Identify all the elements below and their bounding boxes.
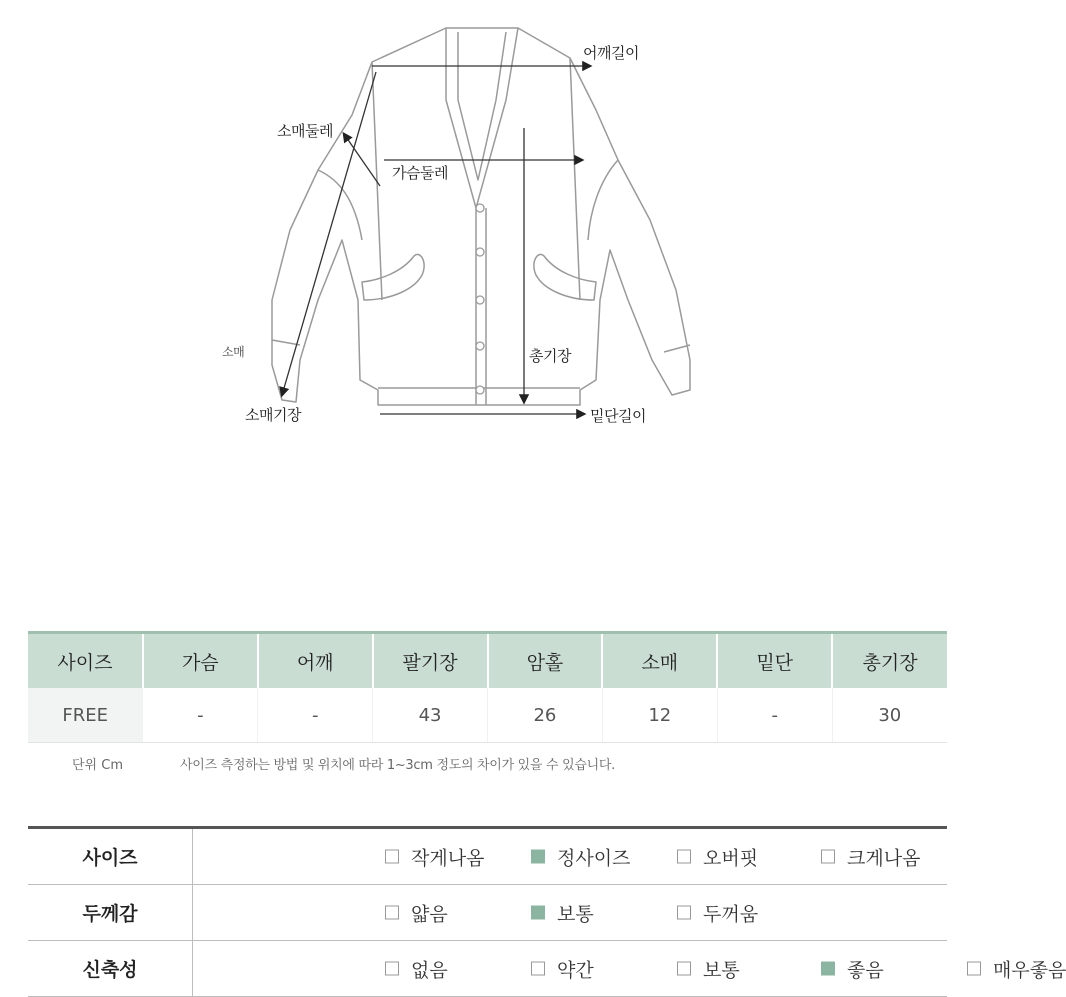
fit-row-size	[28, 828, 947, 885]
fit-row-stretch	[28, 941, 947, 997]
label-shoulder: 어깨길이	[583, 44, 639, 62]
button-3	[476, 296, 484, 304]
checkbox-icon[interactable]	[385, 962, 399, 976]
option-slight-stretch[interactable]	[531, 955, 594, 982]
option-label: 좋음	[847, 959, 884, 981]
fit-label-thickness: 두께감	[28, 885, 193, 941]
size-table-header-row	[28, 633, 947, 689]
fit-label-stretch: 신축성	[28, 941, 193, 997]
fit-table	[28, 826, 1066, 997]
header-armhole: 암홀	[488, 633, 603, 689]
button-4	[476, 342, 484, 350]
option-label: 크게나옴	[847, 847, 921, 869]
option-thin[interactable]	[385, 899, 448, 926]
cell-size: FREE	[28, 688, 143, 743]
cell-armhole: 26	[488, 688, 603, 743]
cell-shoulder: -	[258, 688, 373, 743]
option-label: 얇음	[411, 903, 448, 925]
option-label: 보통	[703, 959, 740, 981]
label-sleeve-length: 소매기장	[245, 406, 301, 424]
option-label: 오버핏	[703, 847, 759, 869]
header-sleeve: 소매	[602, 633, 717, 689]
fit-row-thickness	[28, 885, 947, 941]
cell-total-length: 30	[832, 688, 947, 743]
option-good-stretch[interactable]	[821, 955, 884, 982]
button-2	[476, 248, 484, 256]
cell-hem: -	[717, 688, 832, 743]
size-table	[28, 631, 947, 743]
cardigan-diagram	[0, 0, 976, 460]
option-label: 보통	[557, 903, 594, 925]
cell-sleeve: 12	[602, 688, 717, 743]
option-label: 약간	[557, 959, 594, 981]
checkbox-icon[interactable]	[677, 906, 691, 920]
cardigan-illustration	[0, 0, 976, 460]
checkbox-checked-icon[interactable]	[531, 906, 545, 920]
checkbox-icon[interactable]	[967, 962, 981, 976]
fit-options-size	[193, 828, 948, 885]
option-label: 매우좋음	[993, 959, 1066, 981]
header-shoulder: 어깨	[258, 633, 373, 689]
header-chest: 가슴	[143, 633, 258, 689]
fit-options-thickness	[193, 885, 948, 941]
sleeve-circ-arrow	[344, 134, 380, 186]
header-arm-length: 팔기장	[373, 633, 488, 689]
header-size: 사이즈	[28, 633, 143, 689]
checkbox-icon[interactable]	[385, 906, 399, 920]
unit-note: 단위 Cm	[72, 758, 123, 773]
option-no-stretch[interactable]	[385, 955, 448, 982]
fit-label-size: 사이즈	[28, 828, 193, 885]
header-total-length: 총기장	[832, 633, 947, 689]
option-thick[interactable]	[677, 899, 758, 926]
fit-options-stretch	[193, 941, 1066, 997]
option-oversized[interactable]	[677, 843, 758, 870]
button-1	[476, 204, 484, 212]
checkbox-icon[interactable]	[531, 962, 545, 976]
checkbox-icon[interactable]	[821, 850, 835, 864]
option-label: 정사이즈	[557, 847, 631, 869]
checkbox-checked-icon[interactable]	[821, 962, 835, 976]
label-hem: 밑단길이	[590, 407, 646, 425]
checkbox-checked-icon[interactable]	[531, 850, 545, 864]
label-total-length: 총기장	[529, 347, 571, 365]
header-hem: 밑단	[717, 633, 832, 689]
label-cuff: 소매	[222, 345, 245, 359]
option-label: 작게나옴	[411, 847, 485, 869]
cell-chest: -	[143, 688, 258, 743]
option-very-good-stretch[interactable]	[967, 955, 1066, 982]
checkbox-icon[interactable]	[677, 962, 691, 976]
option-true-to-size[interactable]	[531, 843, 630, 870]
option-medium-thickness[interactable]	[531, 899, 594, 926]
option-runs-small[interactable]	[385, 843, 484, 870]
option-label: 없음	[411, 959, 448, 981]
checkbox-icon[interactable]	[385, 850, 399, 864]
label-sleeve-circumference: 소매둘레	[277, 122, 333, 140]
measurement-disclaimer: 사이즈 측정하는 방법 및 위치에 따라 1~3cm 정도의 차이가 있을 수 있습니다.	[180, 758, 615, 773]
label-chest: 가슴둘레	[392, 164, 448, 182]
option-label: 두꺼움	[703, 903, 759, 925]
option-runs-large[interactable]	[821, 843, 920, 870]
button-5	[476, 386, 484, 394]
cell-arm-length: 43	[373, 688, 488, 743]
option-medium-stretch[interactable]	[677, 955, 740, 982]
checkbox-icon[interactable]	[677, 850, 691, 864]
table-row	[28, 688, 947, 743]
